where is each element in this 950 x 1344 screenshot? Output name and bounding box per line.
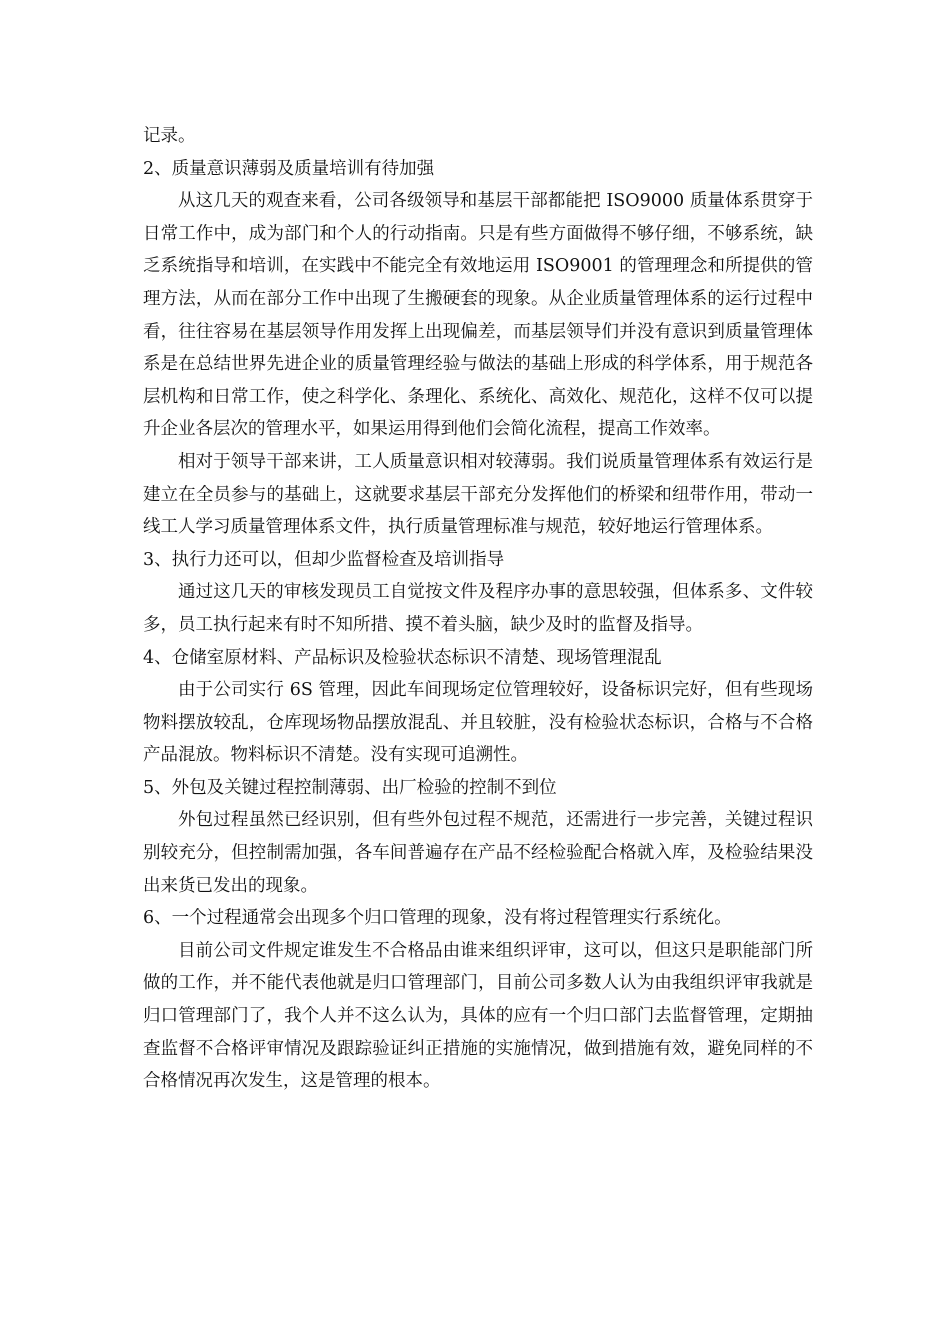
lead-fragment: 记录。: [143, 126, 196, 146]
section-2-paragraph-2: 相对于领导干部来讲，工人质量意识相对较薄弱。我们说质量管理体系有效运行是建立在全员参与的基础上，这就要求基层干部充分发挥他们的桥梁和纽带作用，带动一线工人学习质量管理体系文件，执行质量管理标准与规范，较好地运行管理体系。: [143, 451, 813, 538]
section-heading-3: 3、执行力还可以，但却少监督检查及培训指导: [143, 549, 505, 570]
section-4-paragraph-1: 由于公司实行 6S 管理，因此车间现场定位管理较好，设备标识完好，但有些现场物料摆放较乱，仓库现场物品摆放混乱、并且较脏，没有检验状态标识，合格与不合格产品混放。物料标识不清楚。没有实现可追溯性。: [143, 680, 813, 766]
document-page: [143, 120, 813, 1098]
section-6-paragraph-1: 目前公司文件规定谁发生不合格品由谁来组织评审，这可以，但这只是职能部门所做的工作，并不能代表他就是归口管理部门，目前公司多数人认为由我组织评审我就是归口管理部门了，我个人并不这么认为，具体的应有一个归口部门去监督管理，定期抽查监督不合格评审情况及跟踪验证纠正措施的实施情况，做到措施有效，避免同样的不合格情况再次发生，这是管理的根本。: [143, 940, 813, 1092]
section-2-paragraph-1: 从这几天的观查来看，公司各级领导和基层干部都能把 ISO9000 质量体系贯穿于日常工作中，成为部门和个人的行动指南。只是有些方面做得不够仔细，不够系统，缺乏系统指导和培训，在实践中不能完全有效地运用 ISO9001 的管理理念和所提供的管理方法，从而在部分工作中出现了生搬硬套的现象。从企业质量管理体系的运行过程中看，往往容易在基层领导作用发挥上出现偏差，而基层领导们并没有意识到质量管理体系是在总结世界先进企业的质量管理经验与做法的基础上形成的科学体系，用于规范各层机构和日常工作，使之科学化、条理化、系统化、高效化、规范化，这样不仅可以提升企业各层次的管理水平，如果运用得到他们会简化流程，提高工作效率。: [143, 191, 813, 440]
section-3-paragraph-1: 通过这几天的审核发现员工自觉按文件及程序办事的意思较强，但体系多、文件较多，员工执行起来有时不知所措、摸不着头脑，缺少及时的监督及指导。: [143, 582, 813, 635]
section-heading-5: 5、外包及关键过程控制薄弱、出厂检验的控制不到位: [143, 777, 557, 798]
section-heading-4: 4、仓储室原材料、产品标识及检验状态标识不清楚、现场管理混乱: [143, 647, 662, 668]
section-heading-6: 6、一个过程通常会出现多个归口管理的现象，没有将过程管理实行系统化。: [143, 908, 732, 929]
section-5-paragraph-1: 外包过程虽然已经识别，但有些外包过程不规范，还需进行一步完善，关键过程识别较充分，但控制需加强，各车间普遍存在产品不经检验配合格就入库，及检验结果没出来货已发出的现象。: [143, 810, 813, 896]
section-heading-2: 2、质量意识薄弱及质量培训有待加强: [143, 158, 435, 179]
